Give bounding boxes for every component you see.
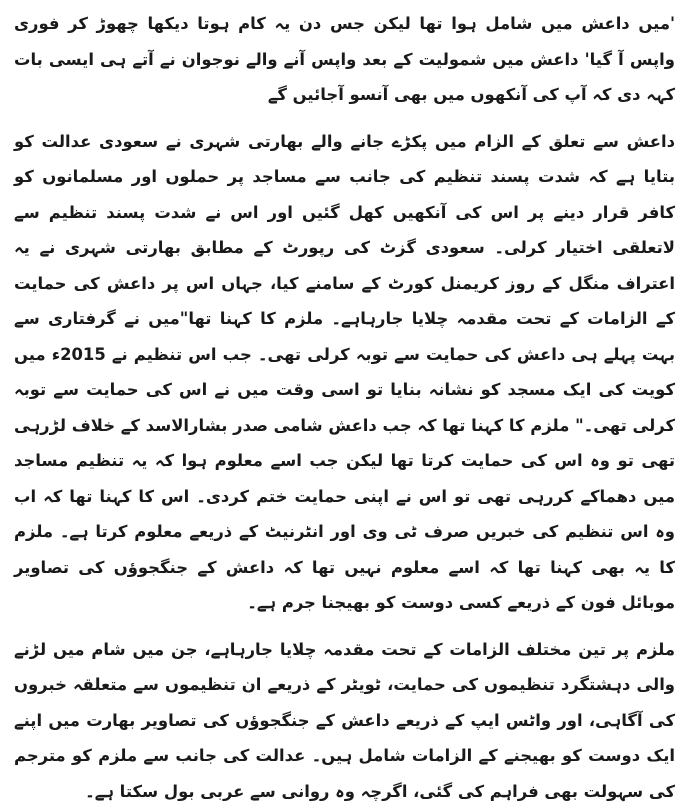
- article-paragraph-intro: 'میں داعش میں شامل ہوا تھا لیکن جس دن یہ کام ہوتا دیکھا چھوڑ کر فوری واپس آ گیا' داعش میں شمولیت کے بعد واپس آنے والے نوجوان نے آتے ہی ایسی بات کہہ دی کہ آپ کی آنکھوں میں بھی آنسو آجائیں گے: [14, 6, 675, 113]
- article-body: [14, 6, 675, 809]
- article-paragraph-court-statement: داعش سے تعلق کے الزام میں پکڑے جانے والے بھارتی شہری نے سعودی عدالت کو بتایا ہے کہ شدت پسند تنظیم کی جانب سے مساجد پر حملوں اور مسلمانوں کو کافر قرار دینے پر اس کی آنکھیں کھل گئیں اور اس نے شدت پسند تنظیم سے لاتعلقی اختیار کرلی۔ سعودی گزٹ کی رپورٹ کے مطابق بھارتی شہری نے یہ اعتراف منگل کے روز کریمنل کورٹ کے سامنے کیا، جہاں اس پر داعش کی حمایت کے الزامات کے تحت مقدمہ چلایا جارہاہے۔ ملزم کا کہنا تھا"میں نے گرفتاری سے بہت پہلے ہی داعش کی حمایت سے توبہ کرلی تھی۔ جب اس تنظیم نے 2015ء میں کویت کی ایک مسجد کو نشانہ بنایا تو اسی وقت میں نے اس کی حمایت سے توبہ کرلی تھی۔" ملزم کا کہنا تھا کہ جب داعش شامی صدر بشارالاسد کے خلاف لڑرہی تھی تو وہ اس کی حمایت کرتا تھا لیکن جب اسے معلوم ہوا کہ یہ تنظیم مساجد میں دھماکے کررہی تھی تو اس نے اپنی حمایت ختم کردی۔ اس کا کہنا تھا کہ اب وہ اس تنظیم کی خبریں صرف ٹی وی اور انٹرنیٹ کے ذریعے معلوم کرتا ہے۔ ملزم کا یہ بھی کہنا تھا کہ اسے معلوم نہیں تھا کہ داعش کے جنگجوؤں کی تصاویر موبائل فون کے ذریعے کسی دوست کو بھیجنا جرم ہے۔: [14, 124, 675, 621]
- article-paragraph-charges: ملزم پر تین مختلف الزامات کے تحت مقدمہ چلایا جارہاہے، جن میں شام میں لڑنے والی دہشتگرد تنظیموں کی حمایت، ٹویٹر کے ذریعے ان تنظیموں سے متعلقہ خبروں کی آگاہی، اور واٹس ایپ کے ذریعے داعش کے جنگجوؤں کی تصاویر بھارت میں اپنے ایک دوست کو بھیجنے کے الزامات شامل ہیں۔ عدالت کی جانب سے ملزم کو مترجم کی سہولت بھی فراہم کی گئی، اگرچہ وہ روانی سے عربی بول سکتا ہے۔: [14, 632, 675, 809]
